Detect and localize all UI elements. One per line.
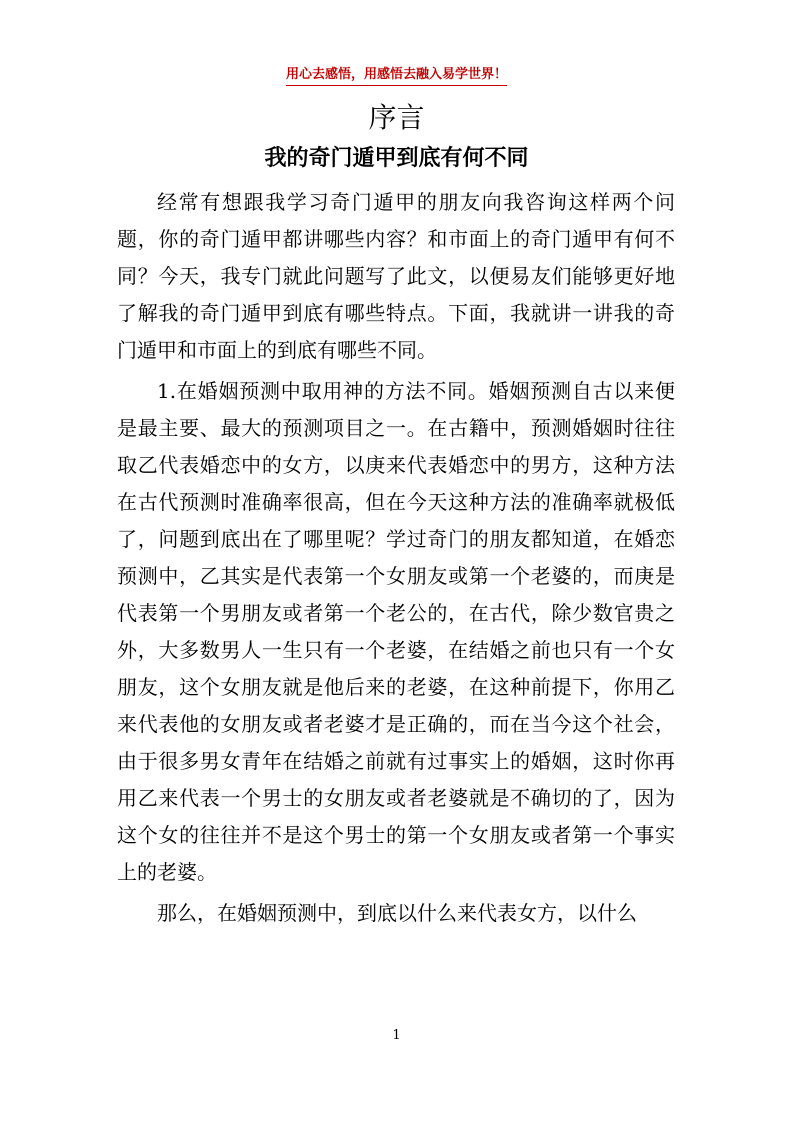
body-text <box>117 184 675 932</box>
page-title: 序言 <box>368 101 425 134</box>
header-motto <box>0 66 793 86</box>
page-number: 1 <box>392 1028 401 1043</box>
paragraph-intro: 经常有想跟我学习奇门遁甲的朋友向我咨询这样两个问题，你的奇门遁甲都讲哪些内容？和市面上的奇门遁甲有何不同？今天，我专门就此问题写了此文，以便易友们能够更好地了解我的奇门遁甲到底有哪些特点。下面，我就讲一讲我的奇门遁甲和市面上的到底有哪些不同。 <box>117 190 675 362</box>
paragraph-marriage: 1.在婚姻预测中取用神的方法不同。婚姻预测自古以来便是最主要、最大的预测项目之一。在古籍中，预测婚姻时往往取乙代表婚恋中的女方，以庚来代表婚恋中的男方，这种方法在古代预测时准确率很高，但在今天这种方法的准确率就极低了，问题到底出在了哪里呢？学过奇门的朋友都知道，在婚恋预测中，乙其实是代表第一个女朋友或第一个老婆的，而庚是代表第一个男朋友或者第一个老公的，在古代，除少数官贵之外，大多数男人一生只有一个老婆，在结婚之前也只有一个女朋友，这个女朋友就是他后来的老婆，在这种前提下，你用乙来代表他的女朋友或者老婆才是正确的，而在当今这个社会，由于很多男女青年在结婚之前就有过事实上的婚姻，这时你再用乙来代表一个男士的女朋友或者老婆就是不确切的了，因为这个女的往往并不是这个男士的第一个女朋友或者第一个事实上的老婆。 <box>117 379 675 884</box>
paragraph-question: 那么，在婚姻预测中，到底以什么来代表女方，以什么 <box>157 901 637 925</box>
page-subtitle: 我的奇门遁甲到底有何不同 <box>264 146 529 171</box>
header-motto-text: 用心去感悟，用感悟去融入易学世界！ <box>286 66 507 86</box>
